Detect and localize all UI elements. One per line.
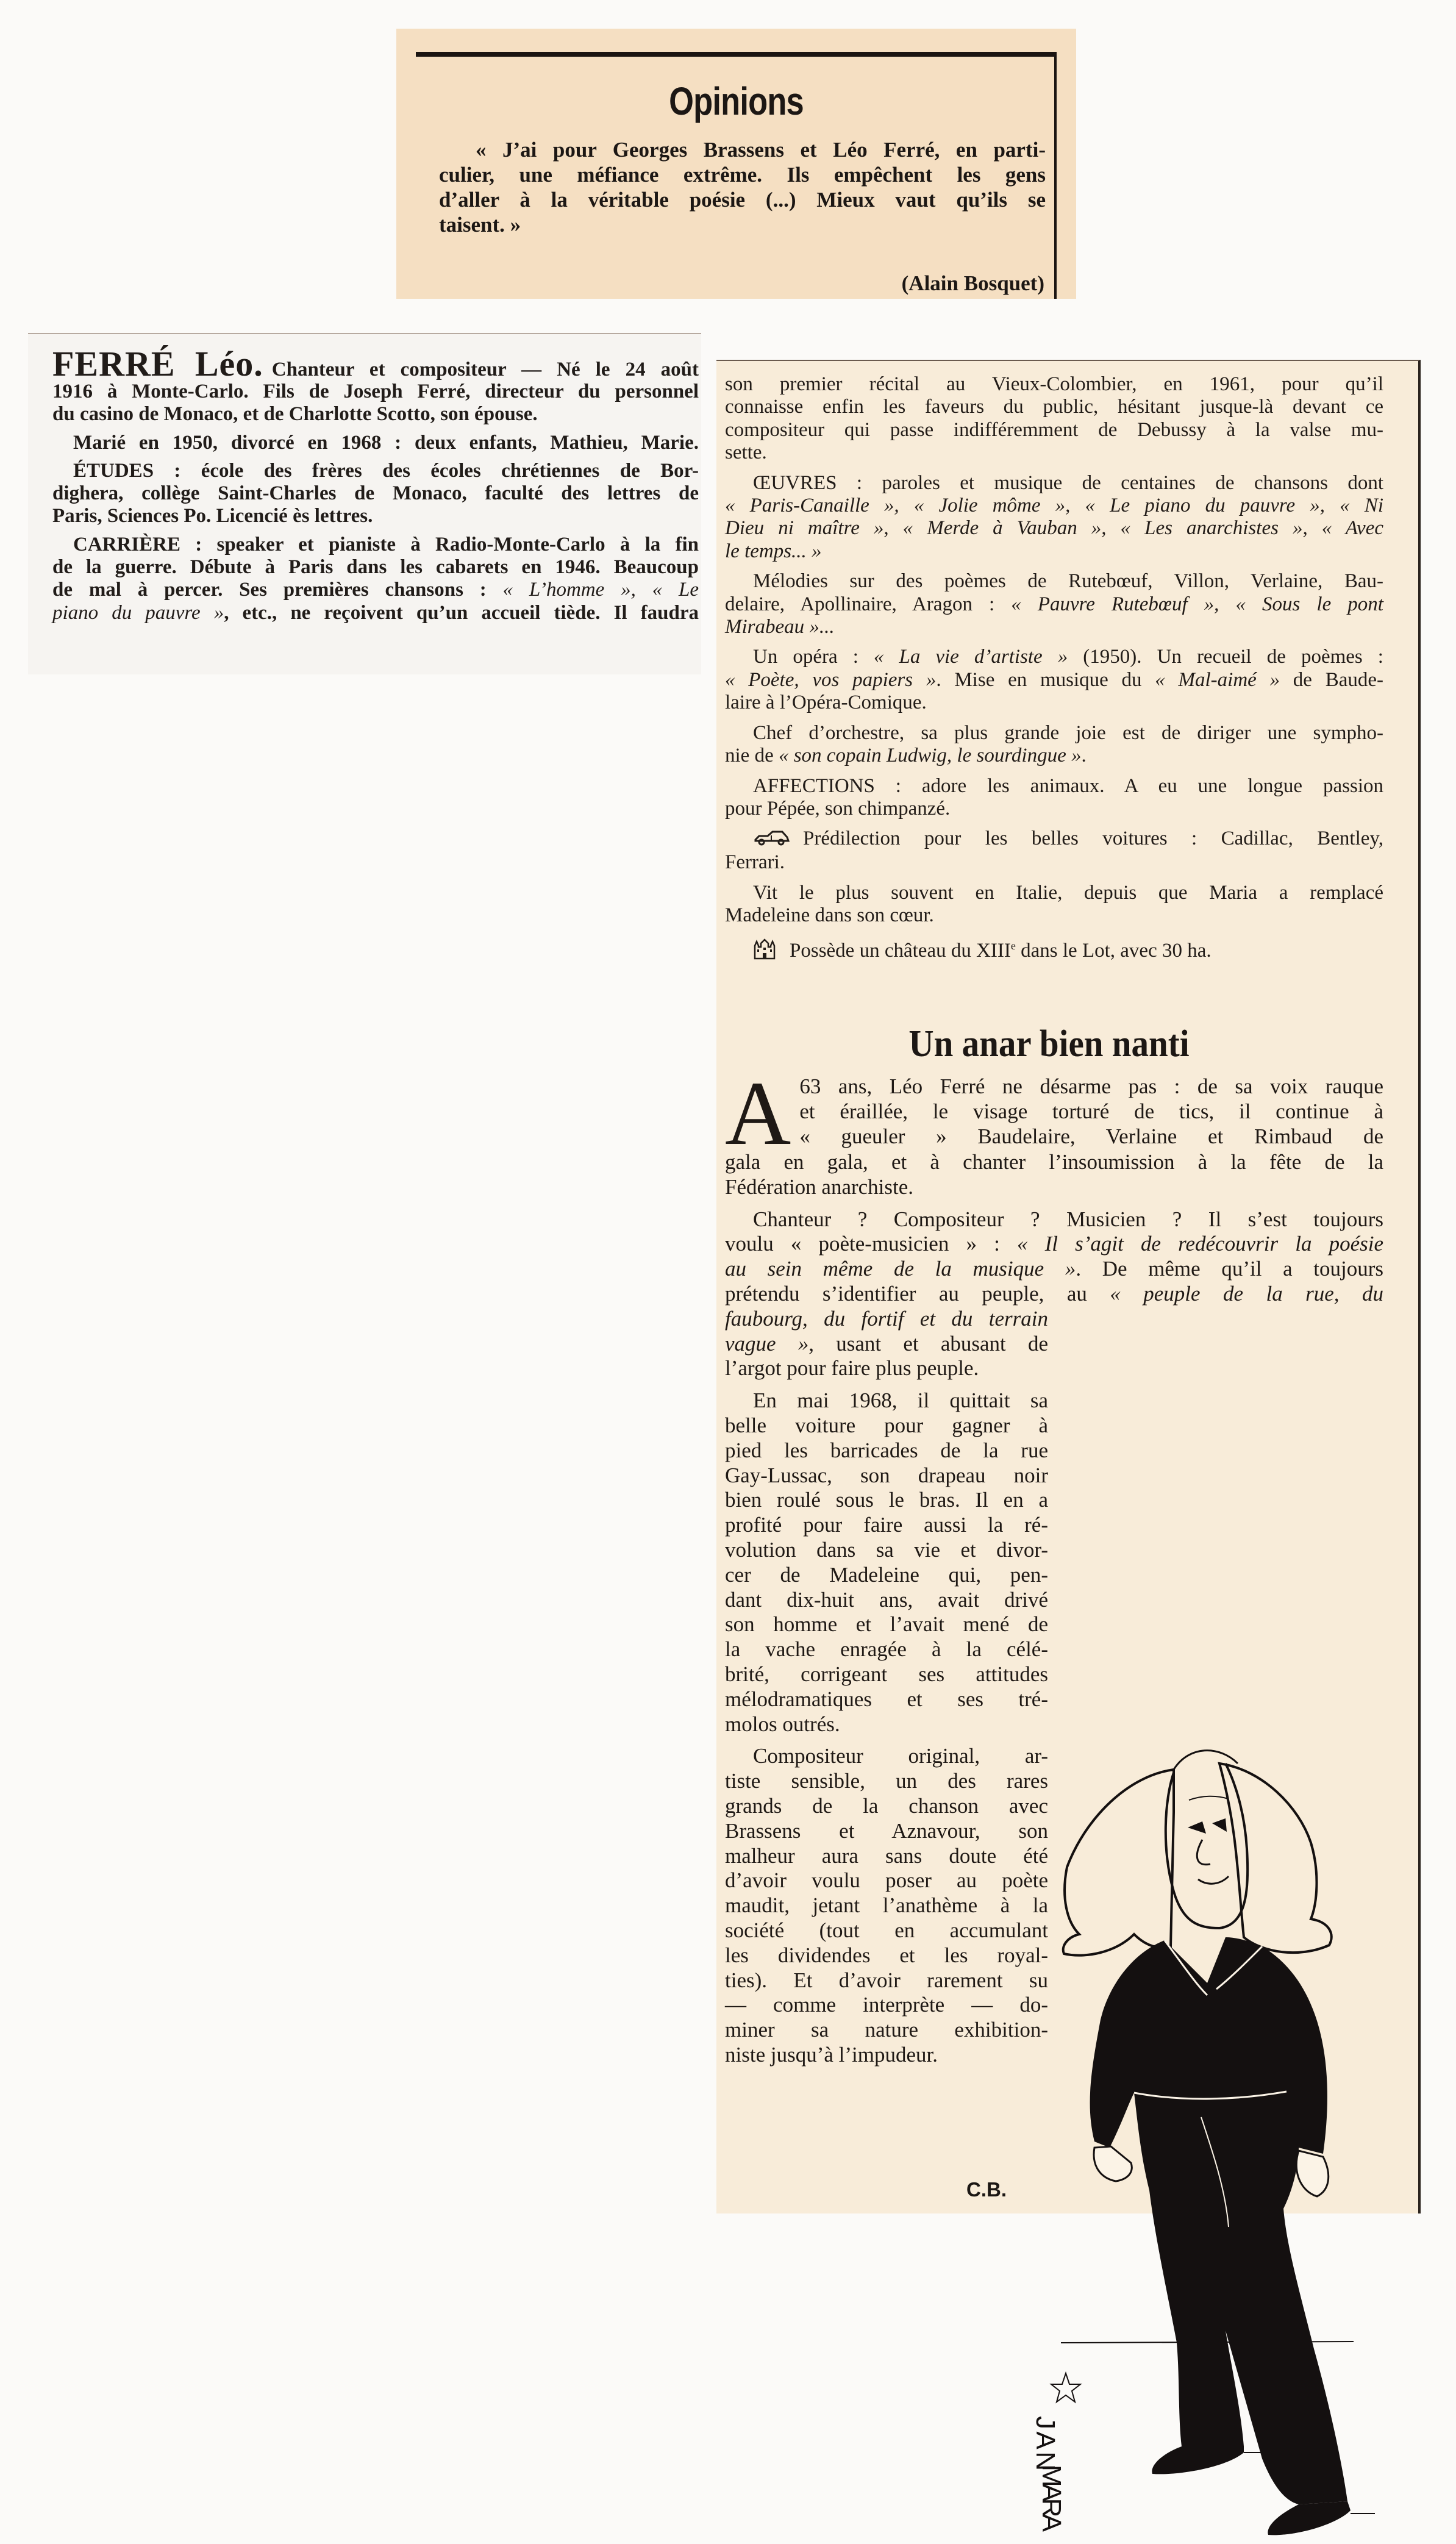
article-line: volution dans sa vie et divor-: [725, 1537, 1048, 1562]
opera-line: laire à l’Opéra-Comique.: [725, 691, 927, 714]
italie-line: Vit le plus souvent en Italie, depuis que Maria a remplacé: [753, 881, 1383, 904]
bio-clipping: [28, 333, 701, 674]
narrow-column: [725, 1307, 1048, 2068]
profile-line: son premier récital au Vieux-Colombier, en 1961, pour qu’il: [725, 373, 1383, 395]
caricature-illustration: [1030, 1727, 1384, 2544]
article-line: gala en gala, et à chanter l’insoumission à la fête de la: [725, 1150, 1383, 1174]
article-line: l’argot pour faire plus peuple.: [725, 1356, 979, 1381]
song-title: « L’homme », « Le: [502, 579, 699, 601]
profile-line: connaisse enfin les faveurs du public, hésitant jusque-là devant ce: [725, 396, 1383, 418]
article-line: Fédération anarchiste.: [725, 1174, 914, 1199]
text-run: (1950). Un recueil de poèmes :: [1068, 646, 1383, 668]
quote-author: (Alain Bosquet): [901, 271, 1044, 295]
article-line: niste jusqu’à l’impudeur.: [725, 2042, 938, 2067]
right-hand: [1296, 2151, 1328, 2196]
text-run: de Baude-: [1280, 668, 1383, 691]
chateau-line: [725, 935, 1383, 965]
bio-line: du casino de Monaco, et de Charlotte Scotto, son épouse.: [52, 403, 538, 426]
article-line: faubourg, du fortif et du terrain: [725, 1306, 1048, 1331]
superscript: e: [1010, 939, 1016, 952]
article-line: belle voiture pour gagner à: [725, 1413, 1048, 1437]
article-line: profité pour faire aussi la ré-: [725, 1513, 1048, 1537]
text-run: .: [1081, 745, 1087, 767]
profile-line: sette.: [725, 441, 767, 464]
melodies-line: Mélodies sur des poèmes de Rutebœuf, Villon, Verlaine, Bau-: [753, 570, 1383, 593]
work-title: « Mal-aimé »: [1155, 668, 1280, 691]
article-line: 63 ans, Léo Ferré ne désarme pas : de sa voix rauque: [799, 1074, 1383, 1098]
article-line: pied les barricades de la rue: [725, 1438, 1048, 1462]
article-line: brité, corrigeant ses attitudes: [725, 1662, 1048, 1686]
italie-line: Madeleine dans son cœur.: [725, 904, 934, 927]
article-line: tiste sensible, un des rares: [725, 1769, 1048, 1793]
voitures-line: [725, 827, 1383, 851]
article-line: molos outrés.: [725, 1712, 840, 1736]
affections-line: pour Pépée, son chimpanzé.: [725, 797, 951, 820]
text-run: voulu « poète-musicien » :: [725, 1232, 1017, 1256]
article-line: [725, 1232, 1383, 1257]
opera-line: [725, 669, 1383, 691]
article-line: cer de Madeleine qui, pen-: [725, 1562, 1048, 1587]
article-line: et éraillée, le visage torturé de tics, il continue à: [799, 1099, 1383, 1123]
oeuvres-line: ŒUVRES : paroles et musique de centaines de chansons dont: [753, 471, 1383, 494]
signature-mara: MARA: [1037, 2465, 1066, 2532]
bio-etudes-line: dighera, collège Saint-Charles de Monaco, faculté des lettres de: [52, 482, 699, 505]
text-run: , usant et abusant de: [808, 1331, 1048, 1356]
bio-text-run: de mal à percer. Ses premières chansons :: [52, 579, 503, 601]
hair-shape: [1063, 1770, 1174, 1956]
article-line: société (tout en accumulant: [725, 1918, 1048, 1942]
bio-carriere-line: [52, 579, 699, 601]
text-run: Possède un château du XIII: [790, 939, 1011, 962]
article-line: dant dix-huit ans, avait drivé: [725, 1587, 1048, 1612]
bio-text: [52, 346, 699, 624]
article-line: maudit, jetant l’anathème à la: [725, 1893, 1048, 1918]
opinions-title: Opinions: [669, 79, 804, 123]
car-icon: [753, 829, 790, 851]
profile-line: compositeur qui passe indifféremment de Debussy à la valse mu-: [725, 418, 1383, 441]
article-line: Gay-Lussac, son drapeau noir: [725, 1463, 1048, 1487]
artist-signature: [1030, 2373, 1080, 2532]
bio-name: FERRÉ Léo.: [52, 344, 263, 384]
eyebrow: [1212, 1818, 1227, 1832]
bio-etudes-line: ÉTUDES : école des frères des écoles chrétiennes de Bor-: [73, 459, 699, 482]
quote-run: « peuple de la rue, du: [1110, 1281, 1383, 1306]
text-run: nie de: [725, 745, 779, 767]
article-line: Chanteur ? Compositeur ? Musicien ? Il s’est toujours: [753, 1207, 1383, 1231]
article-line: les dividendes et les royal-: [725, 1943, 1048, 1967]
article-line: mélodramatiques et ses tré-: [725, 1687, 1048, 1711]
article-line: Brassens et Aznavour, son: [725, 1818, 1048, 1843]
article-byline: C.B.: [966, 2178, 1007, 2201]
opera-title: « La vie d’artiste »: [873, 646, 1068, 668]
article-line: la vache enragée à la célé-: [725, 1637, 1048, 1662]
song-title: piano du pauvre »: [52, 601, 224, 624]
bio-carriere-line: de la guerre. Débute à Paris dans les cabarets en 1946. Beaucoup: [52, 556, 699, 579]
article-line: [725, 1332, 1048, 1357]
chef-line: [725, 745, 1383, 767]
article-line: ties). Et d’avoir rarement su: [725, 1968, 1048, 1992]
opinions-quote: [439, 137, 1046, 237]
article-line: grands de la chanson avec: [725, 1793, 1048, 1818]
text-run: . Mise en musique du: [936, 668, 1155, 691]
quote-line: « J’ai pour Georges Brassens et Léo Ferré, en parti-: [476, 138, 1046, 162]
article-headline: Un anar bien nanti: [908, 1023, 1190, 1065]
bio-carriere-line: [52, 602, 699, 624]
nose: [1197, 1840, 1210, 1865]
bio-line: 1916 à Monte-Carlo. Fils de Joseph Ferré, directeur du personnel: [52, 381, 699, 402]
bio-carriere-line: CARRIÈRE : speaker et pianiste à Radio-Monte-Carlo à la fin: [73, 533, 699, 556]
article-line: d’avoir voulu poser au poète: [725, 1868, 1048, 1893]
chef-line: Chef d’orchestre, sa plus grande joie est de diriger une sympho-: [753, 721, 1383, 744]
song-list-line: le temps... »: [725, 540, 822, 562]
bio-text-run: , etc., ne reçoivent qu’un accueil tiède. Il faudra: [224, 601, 699, 624]
signature-jan: JAN: [1030, 2416, 1060, 2471]
main-clipping: [716, 360, 1421, 2532]
voitures-line: Ferrari.: [725, 851, 785, 874]
left-hand: [1094, 2146, 1132, 2181]
article-line: miner sa nature exhibition-: [725, 2018, 1048, 2042]
article-line: [725, 1282, 1383, 1307]
text-run: delaire, Apollinaire, Aragon :: [725, 593, 1012, 615]
castle-icon: [753, 938, 776, 965]
article-line: son homme et l’avait mené de: [725, 1612, 1048, 1637]
quote-run: vague »: [725, 1331, 809, 1356]
profile-text: [725, 373, 1383, 965]
bio-first-line: Chanteur et compositeur — Né le 24 août: [271, 359, 699, 381]
bio-married: Marié en 1950, divorcé en 1968 : deux enfants, Mathieu, Marie.: [73, 431, 699, 454]
melodies-line: Mirabeau »...: [725, 616, 835, 638]
article-line: En mai 1968, il quittait sa: [753, 1388, 1048, 1413]
song-title: « Pauvre Rutebœuf », « Sous le pont: [1011, 593, 1383, 615]
article-line: malheur aura sans doute été: [725, 1843, 1048, 1868]
opinions-clipping: [396, 29, 1076, 299]
quote-line: taisent. »: [439, 213, 521, 237]
right-shoe: [1268, 2501, 1351, 2535]
article-line: « gueuler » Baudelaire, Verlaine et Rimbaud de: [799, 1124, 1383, 1148]
opera-line: [725, 646, 1383, 668]
affections-line: AFFECTIONS : adore les animaux. A eu une longue passion: [753, 774, 1383, 797]
melodies-line: [725, 593, 1383, 616]
eyebrow: [1188, 1821, 1206, 1834]
drop-cap: A: [725, 1063, 791, 1164]
book-title: « Poète, vos papiers »: [725, 668, 937, 691]
quote-run: au sein même de la musique »: [725, 1257, 1076, 1281]
mouth: [1198, 1876, 1229, 1884]
bio-header-line: [52, 344, 699, 384]
quote-run: « son copain Ludwig, le sourdingue »: [778, 745, 1082, 767]
song-list-line: Dieu ni maître », « Merde à Vauban », « Les anarchistes », « Avec: [725, 517, 1383, 540]
suit: [1090, 1937, 1347, 2504]
bio-etudes-line: Paris, Sciences Po. Licencié ès lettres.: [52, 505, 373, 527]
text-run: dans le Lot, avec 30 ha.: [1015, 939, 1212, 962]
left-shoe: [1152, 2446, 1244, 2474]
article-line: [725, 1257, 1383, 1282]
text-run: . De même qu’il a toujours: [1076, 1257, 1383, 1281]
quote-line: culier, une méfiance extrême. Ils empêchent les gens: [439, 163, 1046, 187]
text-run: Prédilection pour les belles voitures : Cadillac, Bentley,: [803, 827, 1383, 850]
text-run: prétendu s’identifier au peuple, au: [725, 1281, 1110, 1306]
song-list-line: « Paris-Canaille », « Jolie môme », « Le piano du pauvre », « Ni: [725, 495, 1383, 517]
forehead-lines: [1189, 1796, 1229, 1800]
star-icon: [1051, 2373, 1080, 2402]
article-line: — comme interprète — do-: [725, 1993, 1048, 2017]
article-line: bien roulé sous le bras. Il en a: [725, 1488, 1048, 1512]
text-run: Un opéra :: [753, 646, 874, 668]
article-line: Compositeur original, ar-: [753, 1744, 1048, 1768]
quote-run: « Il s’agit de redécouvrir la poésie: [1016, 1232, 1384, 1256]
quote-line: d’aller à la véritable poésie (...) Mieux vaut qu’ils se: [439, 188, 1046, 212]
